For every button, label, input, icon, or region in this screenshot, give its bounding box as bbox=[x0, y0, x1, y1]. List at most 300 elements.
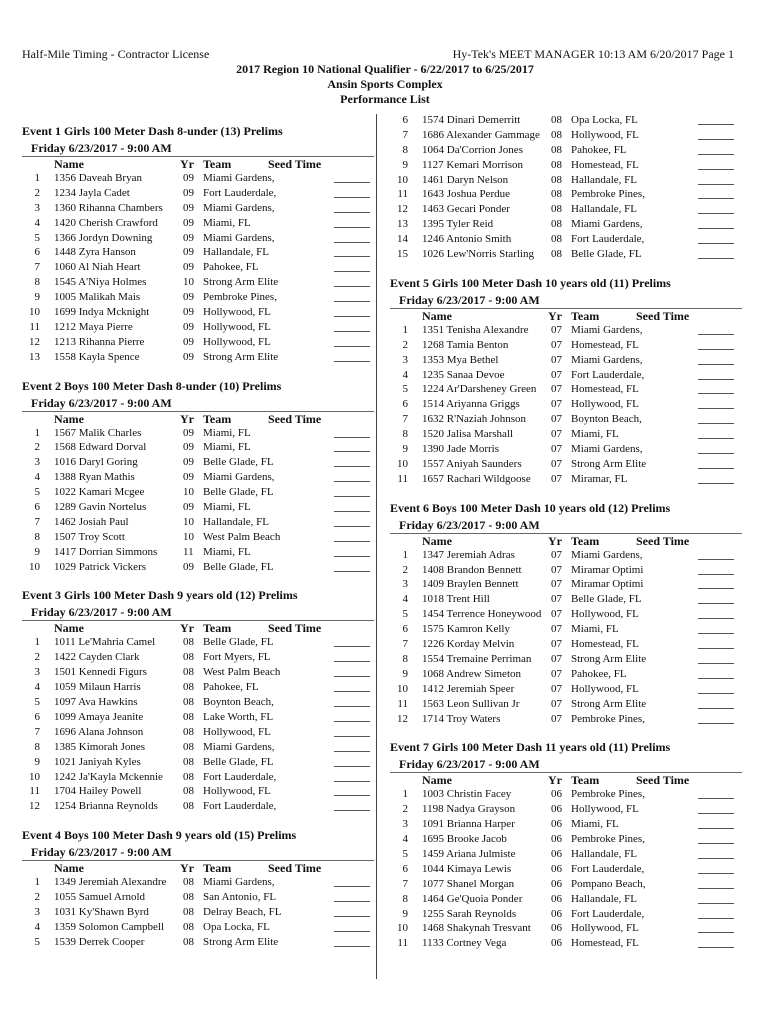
column-headers bbox=[390, 773, 742, 787]
seed-time-blank bbox=[334, 291, 370, 302]
team-header: Team bbox=[571, 533, 600, 548]
entry-row bbox=[22, 905, 374, 920]
seed-time-blank bbox=[334, 666, 370, 677]
entry-team: Pembroke Pines, bbox=[571, 833, 645, 846]
name-header: Name bbox=[54, 621, 84, 636]
entry-row bbox=[390, 187, 742, 202]
seed-time-blank bbox=[334, 351, 370, 362]
entry-year: 08 bbox=[551, 173, 562, 186]
entry-row bbox=[390, 682, 742, 697]
entry-name: 1554 Tremaine Perriman bbox=[422, 652, 532, 665]
entry-team: Fort Lauderdale, bbox=[571, 862, 645, 875]
entry-team: West Palm Beach bbox=[203, 530, 281, 543]
entry-team: Belle Glade, FL bbox=[203, 755, 274, 768]
column-headers bbox=[22, 157, 374, 171]
seed-time-blank bbox=[698, 159, 734, 170]
entry-row bbox=[390, 577, 742, 592]
seed-time-header: Seed Time bbox=[268, 411, 322, 426]
entry-row bbox=[22, 320, 374, 335]
entry-place: 2 bbox=[34, 441, 40, 454]
entry-name: 1198 Nadya Grayson bbox=[422, 803, 516, 816]
team-header: Team bbox=[203, 621, 232, 636]
entry-name: 1422 Cayden Clark bbox=[54, 651, 140, 664]
spacer bbox=[22, 365, 374, 379]
entry-team: Miami, FL bbox=[203, 441, 251, 454]
entry-name: 1567 Malik Charles bbox=[54, 426, 142, 439]
entry-row bbox=[390, 592, 742, 607]
entry-team: Pahokee, FL bbox=[571, 143, 627, 156]
entry-name: 1699 Indya Mcknight bbox=[54, 306, 150, 319]
entry-year: 07 bbox=[551, 593, 562, 606]
entry-team: Fort Myers, FL bbox=[203, 651, 271, 664]
entry-name: 1029 Patrick Vickers bbox=[54, 560, 147, 573]
seed-time-blank bbox=[698, 937, 734, 948]
seed-time-header: Seed Time bbox=[636, 533, 690, 548]
header-left: Half-Mile Timing - Contractor License bbox=[22, 47, 210, 61]
entry-name: 1212 Maya Pierre bbox=[54, 320, 133, 333]
entry-team: Miami, FL bbox=[203, 501, 251, 514]
entry-name: 1464 Ge'Quoia Ponder bbox=[422, 892, 523, 905]
entry-team: Miramar, FL bbox=[571, 472, 628, 485]
seed-time-blank bbox=[698, 458, 734, 469]
entry-year: 07 bbox=[551, 383, 562, 396]
seed-time-blank bbox=[334, 486, 370, 497]
seed-time-blank bbox=[698, 233, 734, 244]
entry-place: 8 bbox=[402, 428, 408, 441]
entry-place: 1 bbox=[34, 426, 40, 439]
team-header: Team bbox=[571, 773, 600, 788]
entry-year: 07 bbox=[551, 638, 562, 651]
entry-row bbox=[390, 862, 742, 877]
entry-place: 3 bbox=[34, 456, 40, 469]
seed-time-blank bbox=[334, 756, 370, 767]
entry-team: Miami Gardens, bbox=[571, 443, 643, 456]
column-divider bbox=[376, 114, 377, 979]
team-header: Team bbox=[203, 861, 232, 876]
entry-year: 06 bbox=[551, 803, 562, 816]
seed-time-header: Seed Time bbox=[636, 773, 690, 788]
entry-name: 1347 Jeremiah Adras bbox=[422, 548, 515, 561]
name-header: Name bbox=[422, 308, 452, 323]
entry-name: 1016 Daryl Goring bbox=[54, 456, 138, 469]
event-block bbox=[390, 276, 742, 487]
year-header: Yr bbox=[548, 308, 562, 323]
seed-time-blank bbox=[334, 741, 370, 752]
entry-year: 06 bbox=[551, 833, 562, 846]
seed-time-blank bbox=[334, 516, 370, 527]
entry-place: 5 bbox=[402, 847, 408, 860]
venue-name: Ansin Sports Complex bbox=[327, 77, 443, 91]
seed-time-blank bbox=[698, 383, 734, 394]
entry-name: 1022 Kamari Mcgee bbox=[54, 486, 145, 499]
entry-team: Homestead, FL bbox=[571, 158, 639, 171]
entry-team: Strong Arm Elite bbox=[571, 457, 647, 470]
entry-place: 1 bbox=[402, 548, 408, 561]
meet-title: 2017 Region 10 National Qualifier - 6/22/2017 to 6/25/2017 bbox=[236, 62, 534, 76]
entry-team: Fort Lauderdale, bbox=[571, 907, 645, 920]
entry-team: Strong Arm Elite bbox=[571, 697, 647, 710]
entry-row bbox=[22, 426, 374, 441]
entry-row bbox=[390, 847, 742, 862]
entry-team: Miami, FL bbox=[203, 426, 251, 439]
entry-place: 3 bbox=[402, 578, 408, 591]
seed-time-blank bbox=[698, 188, 734, 199]
name-header: Name bbox=[422, 533, 452, 548]
name-header: Name bbox=[54, 411, 84, 426]
entry-year: 07 bbox=[551, 472, 562, 485]
entry-year: 09 bbox=[183, 335, 194, 348]
entry-place: 12 bbox=[29, 335, 40, 348]
seed-time-blank bbox=[334, 202, 370, 213]
entry-team: Hollywood, FL bbox=[571, 608, 639, 621]
entry-team: Miami, FL bbox=[203, 216, 251, 229]
entry-name: 1632 R'Naziah Johnson bbox=[422, 413, 527, 426]
entry-year: 07 bbox=[551, 457, 562, 470]
seed-time-blank bbox=[334, 711, 370, 722]
seed-time-blank bbox=[698, 818, 734, 829]
entry-team: Miami Gardens, bbox=[203, 876, 275, 889]
entry-team: Belle Glade, FL bbox=[203, 636, 274, 649]
seed-time-header: Seed Time bbox=[268, 621, 322, 636]
entry-team: Hollywood, FL bbox=[571, 398, 639, 411]
entry-row bbox=[390, 563, 742, 578]
name-header: Name bbox=[54, 861, 84, 876]
entry-row bbox=[390, 323, 742, 338]
entry-team: Belle Glade, FL bbox=[203, 456, 274, 469]
entry-name: 1459 Ariana Julmiste bbox=[422, 847, 516, 860]
entry-place: 10 bbox=[29, 770, 40, 783]
entry-row bbox=[390, 472, 742, 487]
entry-name: 1011 Le'Mahria Camel bbox=[54, 636, 156, 649]
entry-place: 2 bbox=[402, 563, 408, 576]
entry-year: 09 bbox=[183, 320, 194, 333]
event-date: Friday 6/23/2017 - 9:00 AM bbox=[31, 141, 172, 155]
entry-place: 12 bbox=[29, 800, 40, 813]
entry-row bbox=[390, 368, 742, 383]
seed-time-blank bbox=[334, 771, 370, 782]
column-headers bbox=[22, 861, 374, 875]
event-date: Friday 6/23/2017 - 9:00 AM bbox=[399, 757, 540, 772]
entry-team: Miami Gardens, bbox=[571, 323, 643, 336]
entry-year: 06 bbox=[551, 877, 562, 890]
entry-row bbox=[22, 440, 374, 455]
entry-place: 8 bbox=[34, 276, 40, 289]
entry-year: 08 bbox=[183, 725, 194, 738]
event-title: Event 4 Boys 100 Meter Dash 9 years old (15) Prelims bbox=[22, 828, 297, 843]
entry-name: 1409 Braylen Bennett bbox=[422, 578, 519, 591]
entry-name: 1351 Tenisha Alexandre bbox=[422, 323, 529, 336]
entry-row bbox=[22, 260, 374, 275]
entry-place: 10 bbox=[397, 173, 408, 186]
entry-name: 1704 Hailey Powell bbox=[54, 785, 142, 798]
entry-row bbox=[22, 485, 374, 500]
entry-year: 09 bbox=[183, 261, 194, 274]
event-title: Event 2 Boys 100 Meter Dash 8-under (10) Prelims bbox=[22, 378, 282, 393]
entry-row bbox=[390, 622, 742, 637]
entry-team: Belle Glade, FL bbox=[203, 560, 274, 573]
entry-year: 07 bbox=[551, 712, 562, 725]
entry-team: Belle Glade, FL bbox=[203, 486, 274, 499]
entry-row bbox=[390, 382, 742, 397]
entry-row bbox=[22, 515, 374, 530]
entry-place: 2 bbox=[402, 338, 408, 351]
entry-row bbox=[22, 710, 374, 725]
entry-place: 9 bbox=[34, 545, 40, 558]
entry-team: Miami, FL bbox=[571, 428, 619, 441]
entry-year: 08 bbox=[183, 710, 194, 723]
seed-time-blank bbox=[334, 456, 370, 467]
entry-year: 08 bbox=[551, 248, 562, 261]
entry-team: Hollywood, FL bbox=[571, 803, 639, 816]
entry-year: 09 bbox=[183, 246, 194, 259]
seed-time-blank bbox=[334, 471, 370, 482]
left-column bbox=[22, 124, 374, 950]
entry-place: 11 bbox=[397, 472, 408, 485]
entry-team: Miami, FL bbox=[571, 818, 619, 831]
event-date: Friday 6/23/2017 - 9:00 AM bbox=[399, 292, 540, 307]
entry-name: 1234 Jayla Cadet bbox=[54, 186, 130, 199]
entry-year: 07 bbox=[551, 443, 562, 456]
entry-name: 1068 Andrew Simeton bbox=[422, 667, 521, 680]
entry-place: 3 bbox=[402, 818, 408, 831]
entry-row bbox=[390, 442, 742, 457]
entry-name: 1385 Kimorah Jones bbox=[54, 740, 146, 753]
year-header: Yr bbox=[180, 411, 194, 426]
entry-team: Pahokee, FL bbox=[203, 261, 259, 274]
entry-row bbox=[22, 545, 374, 560]
entry-year: 06 bbox=[551, 847, 562, 860]
entry-name: 1044 Kimaya Lewis bbox=[422, 862, 512, 875]
entry-place: 13 bbox=[29, 350, 40, 363]
entry-row bbox=[22, 799, 374, 814]
entry-place: 8 bbox=[402, 143, 408, 156]
entry-team: Hollywood, FL bbox=[571, 128, 639, 141]
seed-time-blank bbox=[698, 878, 734, 889]
entry-row bbox=[390, 143, 742, 158]
entry-row bbox=[390, 712, 742, 727]
entry-place: 11 bbox=[29, 320, 40, 333]
entry-row bbox=[390, 787, 742, 802]
entry-name: 1454 Terrence Honeywood bbox=[422, 608, 542, 621]
entry-year: 08 bbox=[183, 755, 194, 768]
seed-time-blank bbox=[698, 549, 734, 560]
entry-place: 4 bbox=[34, 216, 40, 229]
entry-row bbox=[390, 128, 742, 143]
seed-time-blank bbox=[334, 336, 370, 347]
entry-place: 5 bbox=[402, 608, 408, 621]
entry-year: 09 bbox=[183, 306, 194, 319]
entry-year: 07 bbox=[551, 353, 562, 366]
entry-name: 1060 Al Niah Heart bbox=[54, 261, 141, 274]
entry-name: 1005 Malikah Mais bbox=[54, 291, 141, 304]
seed-time-blank bbox=[698, 922, 734, 933]
seed-time-blank bbox=[698, 398, 734, 409]
entry-name: 1242 Ja'Kayla Mckennie bbox=[54, 770, 163, 783]
seed-time-blank bbox=[698, 174, 734, 185]
entry-team: Opa Locka, FL bbox=[203, 920, 270, 933]
entry-team: Miami Gardens, bbox=[571, 218, 643, 231]
seed-time-blank bbox=[698, 803, 734, 814]
entry-team: Miami, FL bbox=[203, 545, 251, 558]
entry-place: 11 bbox=[397, 937, 408, 950]
entry-row bbox=[22, 216, 374, 231]
entry-team: Hollywood, FL bbox=[571, 922, 639, 935]
entry-name: 1557 Aniyah Saunders bbox=[422, 457, 522, 470]
entry-year: 08 bbox=[183, 696, 194, 709]
entry-row bbox=[390, 652, 742, 667]
entry-row bbox=[390, 338, 742, 353]
entry-name: 1563 Leon Sullivan Jr bbox=[422, 697, 520, 710]
seed-time-blank bbox=[698, 863, 734, 874]
seed-time-blank bbox=[698, 683, 734, 694]
entry-year: 08 bbox=[551, 218, 562, 231]
seed-time-blank bbox=[698, 713, 734, 724]
entry-year: 09 bbox=[183, 426, 194, 439]
entry-place: 6 bbox=[34, 710, 40, 723]
entry-place: 4 bbox=[34, 681, 40, 694]
entry-year: 09 bbox=[183, 456, 194, 469]
event-title: Event 6 Boys 100 Meter Dash 10 years old (12) Prelims bbox=[390, 500, 671, 515]
entry-name: 1055 Samuel Arnold bbox=[54, 891, 146, 904]
entry-year: 09 bbox=[183, 471, 194, 484]
entry-team: Hollywood, FL bbox=[203, 725, 271, 738]
entry-team: Boynton Beach, bbox=[571, 413, 642, 426]
entry-row bbox=[390, 217, 742, 232]
seed-time-blank bbox=[334, 546, 370, 557]
seed-time-blank bbox=[334, 321, 370, 332]
entry-row bbox=[22, 680, 374, 695]
entry-row bbox=[390, 548, 742, 563]
entry-year: 07 bbox=[551, 608, 562, 621]
entry-name: 1420 Cherish Crawford bbox=[54, 216, 158, 229]
entry-row bbox=[390, 457, 742, 472]
seed-time-blank bbox=[698, 248, 734, 259]
entry-year: 06 bbox=[551, 907, 562, 920]
year-header: Yr bbox=[180, 861, 194, 876]
entry-name: 1353 Mya Bethel bbox=[422, 353, 499, 366]
header-right: Hy-Tek's MEET MANAGER 10:13 AM 6/20/2017 Page 1 bbox=[452, 47, 734, 61]
entry-team: Pompano Beach, bbox=[571, 877, 646, 890]
entry-team: Hallandale, FL bbox=[571, 173, 637, 186]
entry-place: 10 bbox=[397, 457, 408, 470]
entry-name: 1359 Solomon Campbell bbox=[54, 920, 164, 933]
seed-time-blank bbox=[334, 217, 370, 228]
seed-time-blank bbox=[698, 443, 734, 454]
entry-name: 1412 Jeremiah Speer bbox=[422, 682, 515, 695]
seed-time-blank bbox=[334, 276, 370, 287]
entry-year: 08 bbox=[183, 800, 194, 813]
entry-name: 1695 Brooke Jacob bbox=[422, 833, 507, 846]
entry-row bbox=[390, 173, 742, 188]
entry-name: 1657 Rachari Wildgoose bbox=[422, 472, 531, 485]
entry-row bbox=[390, 232, 742, 247]
entry-name: 1558 Kayla Spence bbox=[54, 350, 140, 363]
entry-year: 08 bbox=[183, 636, 194, 649]
entry-row bbox=[22, 635, 374, 650]
seed-time-blank bbox=[334, 906, 370, 917]
entry-team: Hollywood, FL bbox=[571, 682, 639, 695]
year-header: Yr bbox=[180, 621, 194, 636]
seed-time-blank bbox=[698, 473, 734, 484]
entry-place: 15 bbox=[397, 248, 408, 261]
entry-team: Belle Glade, FL bbox=[571, 593, 642, 606]
entry-team: Delray Beach, FL bbox=[203, 905, 282, 918]
seed-time-blank bbox=[698, 833, 734, 844]
event-date: Friday 6/23/2017 - 9:00 AM bbox=[31, 845, 172, 860]
entry-year: 07 bbox=[551, 428, 562, 441]
column-headers bbox=[390, 309, 742, 323]
entry-place: 7 bbox=[402, 638, 408, 651]
entry-year: 06 bbox=[551, 892, 562, 905]
seed-time-blank bbox=[334, 501, 370, 512]
entry-year: 09 bbox=[183, 201, 194, 214]
entry-team: Fort Lauderdale, bbox=[203, 770, 277, 783]
entry-team: Hallandale, FL bbox=[571, 203, 637, 216]
year-header: Yr bbox=[180, 157, 194, 171]
entry-place: 9 bbox=[402, 443, 408, 456]
entry-row bbox=[390, 877, 742, 892]
entry-team: Hallandale, FL bbox=[571, 847, 637, 860]
entry-team: Fort Lauderdale, bbox=[571, 233, 645, 246]
seed-time-blank bbox=[334, 891, 370, 902]
spacer bbox=[390, 726, 742, 740]
entry-place: 1 bbox=[34, 876, 40, 889]
seed-time-blank bbox=[698, 578, 734, 589]
seed-time-blank bbox=[334, 246, 370, 257]
event-date: Friday 6/23/2017 - 9:00 AM bbox=[31, 395, 172, 410]
seed-time-blank bbox=[334, 306, 370, 317]
entry-row bbox=[22, 560, 374, 575]
entry-row bbox=[390, 892, 742, 907]
entry-year: 07 bbox=[551, 338, 562, 351]
seed-time-blank bbox=[698, 203, 734, 214]
entry-name: 1714 Troy Waters bbox=[422, 712, 501, 725]
entry-year: 08 bbox=[183, 666, 194, 679]
seed-time-blank bbox=[334, 936, 370, 947]
entry-team: Hallandale, FL bbox=[203, 246, 269, 259]
entry-row bbox=[22, 725, 374, 740]
entry-place: 3 bbox=[34, 201, 40, 214]
entry-team: Homestead, FL bbox=[571, 937, 639, 950]
entry-place: 7 bbox=[34, 261, 40, 274]
entry-place: 11 bbox=[397, 188, 408, 201]
entry-name: 1031 Ky'Shawn Byrd bbox=[54, 905, 149, 918]
entry-place: 5 bbox=[34, 935, 40, 948]
seed-time-blank bbox=[334, 800, 370, 811]
entry-team: Miami Gardens, bbox=[571, 548, 643, 561]
entry-year: 11 bbox=[183, 545, 194, 558]
entry-team: Miami, FL bbox=[571, 623, 619, 636]
entry-year: 09 bbox=[183, 186, 194, 199]
entry-row bbox=[22, 186, 374, 201]
entry-row bbox=[390, 817, 742, 832]
entry-year: 08 bbox=[551, 128, 562, 141]
entry-name: 1463 Gecari Ponder bbox=[422, 203, 510, 216]
entry-name: 1077 Shanel Morgan bbox=[422, 877, 515, 890]
entry-team: Strong Arm Elite bbox=[203, 276, 279, 289]
seed-time-blank bbox=[698, 129, 734, 140]
entry-name: 1514 Ariyanna Griggs bbox=[422, 398, 520, 411]
entry-name: 1097 Ava Hawkins bbox=[54, 696, 138, 709]
entry-place: 6 bbox=[402, 398, 408, 411]
entry-year: 07 bbox=[551, 398, 562, 411]
entry-team: Homestead, FL bbox=[571, 638, 639, 651]
entry-row bbox=[22, 740, 374, 755]
seed-time-blank bbox=[698, 788, 734, 799]
event-block bbox=[390, 501, 742, 727]
entry-year: 09 bbox=[183, 291, 194, 304]
entry-place: 9 bbox=[402, 158, 408, 171]
